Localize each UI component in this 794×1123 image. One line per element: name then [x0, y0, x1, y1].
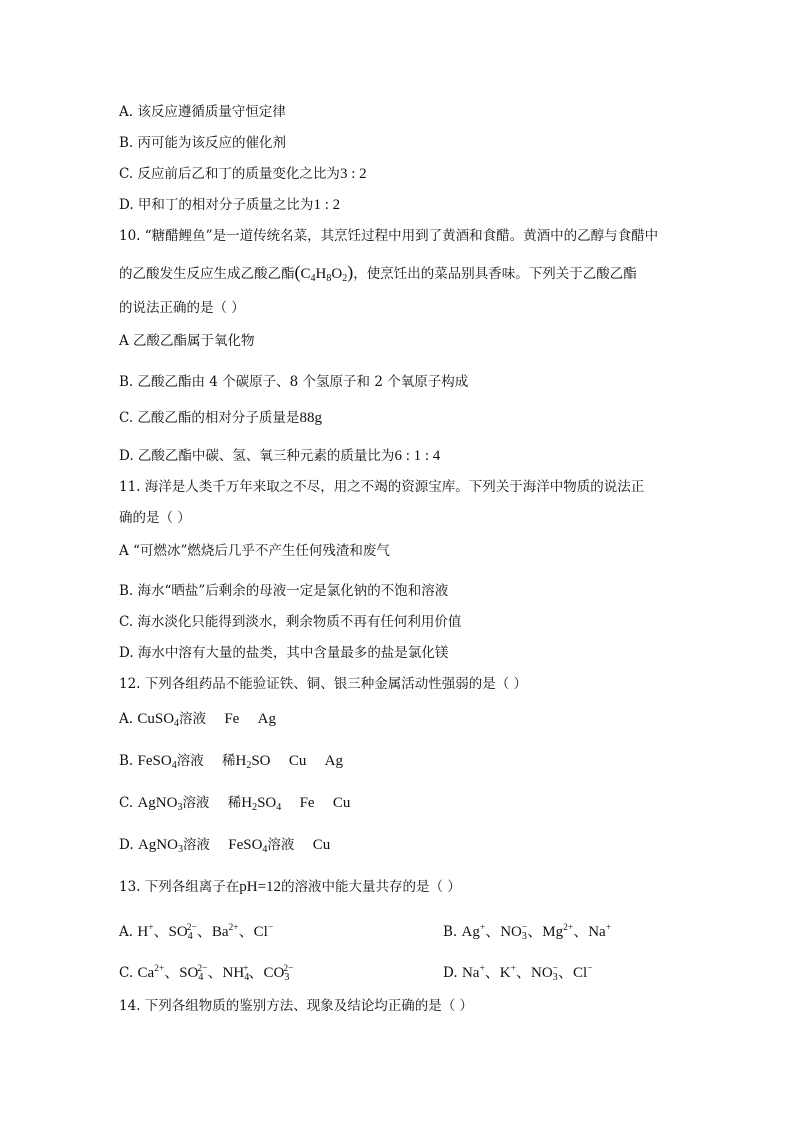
- q10-option-a: A 乙酸乙酯属于氧化物: [119, 333, 255, 349]
- q9-option-c-ratio: 3 : 2: [339, 166, 367, 182]
- q13-stem-post: 的溶液中能大量共存的是（ ）: [281, 879, 461, 895]
- q9-option-d: [119, 197, 340, 213]
- q10-stem-line1: 10. “糖醋鲤鱼”是一道传统名菜，其烹饪过程中用到了黄酒和食醋。黄酒中的乙醇与食醋中: [119, 228, 659, 244]
- q12-option-c: [119, 795, 350, 816]
- q12-a-fe: Fe: [224, 711, 240, 727]
- q12-d-solution-1: 溶液: [182, 837, 210, 853]
- q10-stem-line2: [119, 264, 637, 287]
- q12-d-cu: Cu: [312, 837, 331, 853]
- q13-stem-pre: 13. 下列各组离子在: [119, 879, 240, 895]
- q11-stem-line1: 11. 海洋是人类千万年来取之不尽，用之不竭的资源宝库。下列关于海洋中物质的说法正: [119, 479, 645, 495]
- q13-option-c: [119, 961, 294, 986]
- q10-option-c-value: 88g: [299, 410, 322, 426]
- q12-option-d-label: D.: [119, 837, 134, 853]
- q12-b-h2so: $H_2SO$: [235, 753, 271, 771]
- q12-c-h2so4: $H_2SO_4$: [241, 795, 282, 813]
- q12-c-solution: 溶液: [182, 795, 210, 811]
- q10-formula-ethyl-acetate: $(C_4H_8O_2)$: [294, 262, 354, 284]
- q13-option-b-label: B.: [443, 924, 458, 940]
- q11-option-c: C. 海水淡化只能得到淡水，剩余物质不再有任何利用价值: [119, 614, 462, 630]
- q10-option-d: [119, 448, 440, 464]
- q12-option-b-label: B.: [119, 753, 134, 769]
- q12-a-ag: Ag: [257, 711, 276, 727]
- q9-option-c: [119, 166, 367, 182]
- q10-option-d-ratio: 6 : 1 : 4: [394, 448, 441, 464]
- q9-option-a: A. 该反应遵循质量守恒定律: [119, 104, 286, 120]
- q13-option-b: [443, 920, 611, 945]
- q13-ph-value: pH=12: [239, 879, 282, 895]
- q12-option-d: [119, 837, 330, 858]
- q13-option-b-ions: Ag+、$NO_3^-$、$Mg^{2+}$、Na+: [461, 923, 612, 942]
- q13-option-a: [119, 920, 273, 945]
- q13-option-c-label: C.: [119, 965, 134, 981]
- q12-b-ag: Ag: [324, 753, 343, 769]
- q11-option-d: D. 海水中溶有大量的盐类，其中含量最多的盐是氯化镁: [119, 645, 449, 661]
- q9-option-d-ratio: 1 : 2: [313, 197, 341, 213]
- q10-option-b: B. 乙酸乙酯由 4 个碳原子、8 个氢原子和 2 个氧原子构成: [119, 374, 469, 390]
- q10-stem-line2-pre: 的乙酸发生反应生成乙酸乙酯: [119, 266, 295, 282]
- q9-option-b: B. 丙可能为该反应的催化剂: [119, 135, 287, 151]
- q12-d-solution-2: 溶液: [267, 837, 295, 853]
- q10-stem-line2-post: ，使烹饪出的菜品别具香味。下列关于乙酸乙酯: [353, 266, 637, 282]
- q12-c-cu: Cu: [332, 795, 351, 811]
- q10-stem-line3: 的说法正确的是（ ）: [119, 300, 245, 316]
- q9-option-c-text: C. 反应前后乙和丁的质量变化之比为: [119, 166, 340, 182]
- q12-a-solution: 溶液: [179, 711, 207, 727]
- q10-option-c: [119, 410, 322, 426]
- q13-stem: [119, 879, 461, 895]
- q12-stem: 12. 下列各组药品不能验证铁、铜、银三种金属活动性强弱的是（ ）: [119, 676, 528, 692]
- q12-b-solution: 溶液: [176, 753, 204, 769]
- q12-b-dilute: 稀: [222, 753, 236, 769]
- q12-a-cuso4: CuSO$_4$: [137, 711, 180, 729]
- q11-option-a: A “可燃冰”燃烧后几乎不产生任何残渣和废气: [119, 543, 390, 559]
- q12-b-cu: Cu: [288, 753, 307, 769]
- q13-option-c-ions: $Ca^{2+}$、$SO_4^{2-}$、$NH_4^+$、$CO_3^{2-}$: [137, 964, 294, 983]
- q10-option-d-text: D. 乙酸乙酯中碳、氢、氧三种元素的质量比为: [119, 448, 395, 464]
- q9-option-d-text: D. 甲和丁的相对分子质量之比为: [119, 197, 314, 213]
- q14-stem: 14. 下列各组物质的鉴别方法、现象及结论均正确的是（ ）: [119, 998, 474, 1014]
- q12-c-agno3: AgNO$_3$: [137, 795, 183, 813]
- q13-option-a-ions: H+、$SO_4^{2-}$、$Ba^{2+}$、Cl−: [137, 923, 274, 942]
- q12-c-fe: Fe: [299, 795, 315, 811]
- q12-option-b: [119, 753, 343, 774]
- q12-option-c-label: C.: [119, 795, 134, 811]
- q12-d-agno3: AgNO$_3$: [137, 837, 183, 855]
- q13-option-d-label: D.: [443, 965, 458, 981]
- q13-option-d-ions: Na+、K+、$NO_3^-$、Cl−: [461, 964, 593, 983]
- q11-option-b: B. 海水“晒盐”后剩余的母液一定是氯化钠的不饱和溶液: [119, 583, 449, 599]
- q12-c-dilute: 稀: [227, 795, 242, 811]
- q12-option-a-label: A.: [119, 711, 134, 727]
- q11-stem-line2: 确的是（ ）: [119, 510, 191, 526]
- q10-option-c-text: C. 乙酸乙酯的相对分子质量是: [119, 410, 300, 426]
- q12-b-feso4: FeSO$_4$: [137, 753, 177, 771]
- q12-d-feso4: FeSO$_4$: [228, 837, 268, 855]
- q13-option-d: [443, 961, 593, 986]
- q13-option-a-label: A.: [119, 924, 134, 940]
- q12-option-a: [119, 711, 276, 732]
